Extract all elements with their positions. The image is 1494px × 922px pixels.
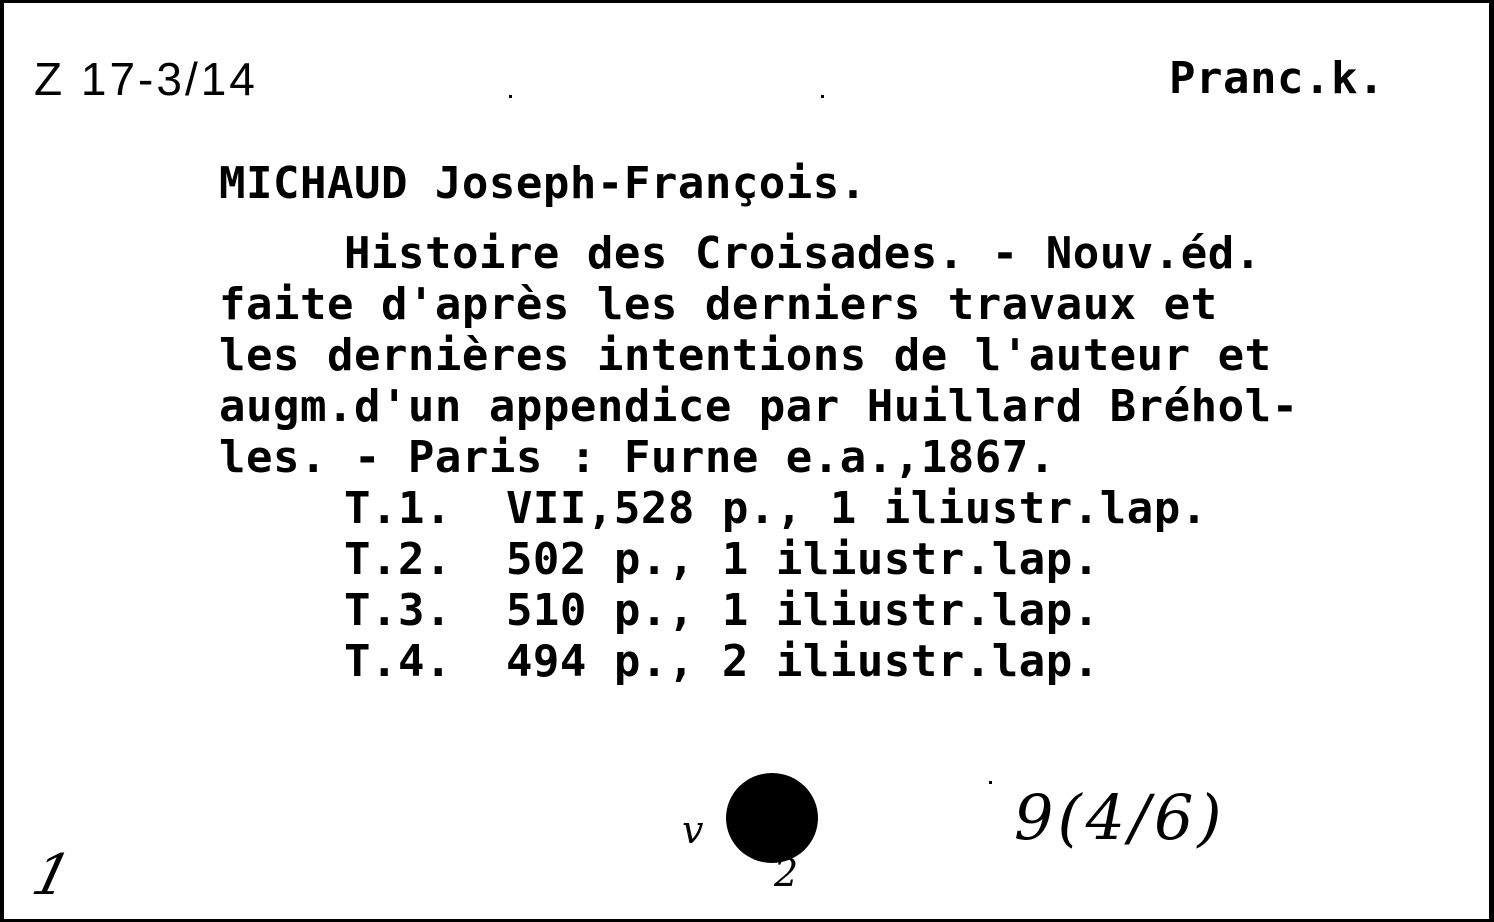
- handwritten-shelf-count: 9(4/6): [1014, 781, 1226, 854]
- scan-speck: [509, 95, 512, 98]
- punched-dot-mark: [726, 773, 818, 863]
- scan-speck: [989, 781, 992, 784]
- description-line: les dernières intentions de l'auteur et: [219, 330, 1272, 381]
- scan-speck: [821, 95, 824, 98]
- handwritten-left-mark: 1: [25, 843, 78, 908]
- volume-line: T.3. 510 p., 1 iliustr.lap.: [344, 585, 1100, 636]
- handwritten-check-mark: v: [682, 808, 704, 852]
- collection-label: Pranc.k.: [1169, 53, 1385, 104]
- description-line: les. - Paris : Furne e.a.,1867.: [219, 432, 1056, 483]
- volume-line: T.4. 494 p., 2 iliustr.lap.: [344, 636, 1100, 687]
- volume-line: T.1. VII,528 p., 1 iliustr.lap.: [344, 483, 1208, 534]
- description-line: Histoire des Croisades. - Nouv.éd.: [344, 228, 1262, 279]
- call-number: Z 17-3/14: [34, 53, 258, 105]
- author-heading: MICHAUD Joseph-François.: [219, 158, 867, 209]
- description-line: faite d'après les derniers travaux et: [219, 279, 1218, 330]
- handwritten-below-dot: 2: [774, 851, 799, 895]
- volume-line: T.2. 502 p., 1 iliustr.lap.: [344, 534, 1100, 585]
- description-line: augm.d'un appendice par Huillard Bréhol-: [219, 381, 1299, 432]
